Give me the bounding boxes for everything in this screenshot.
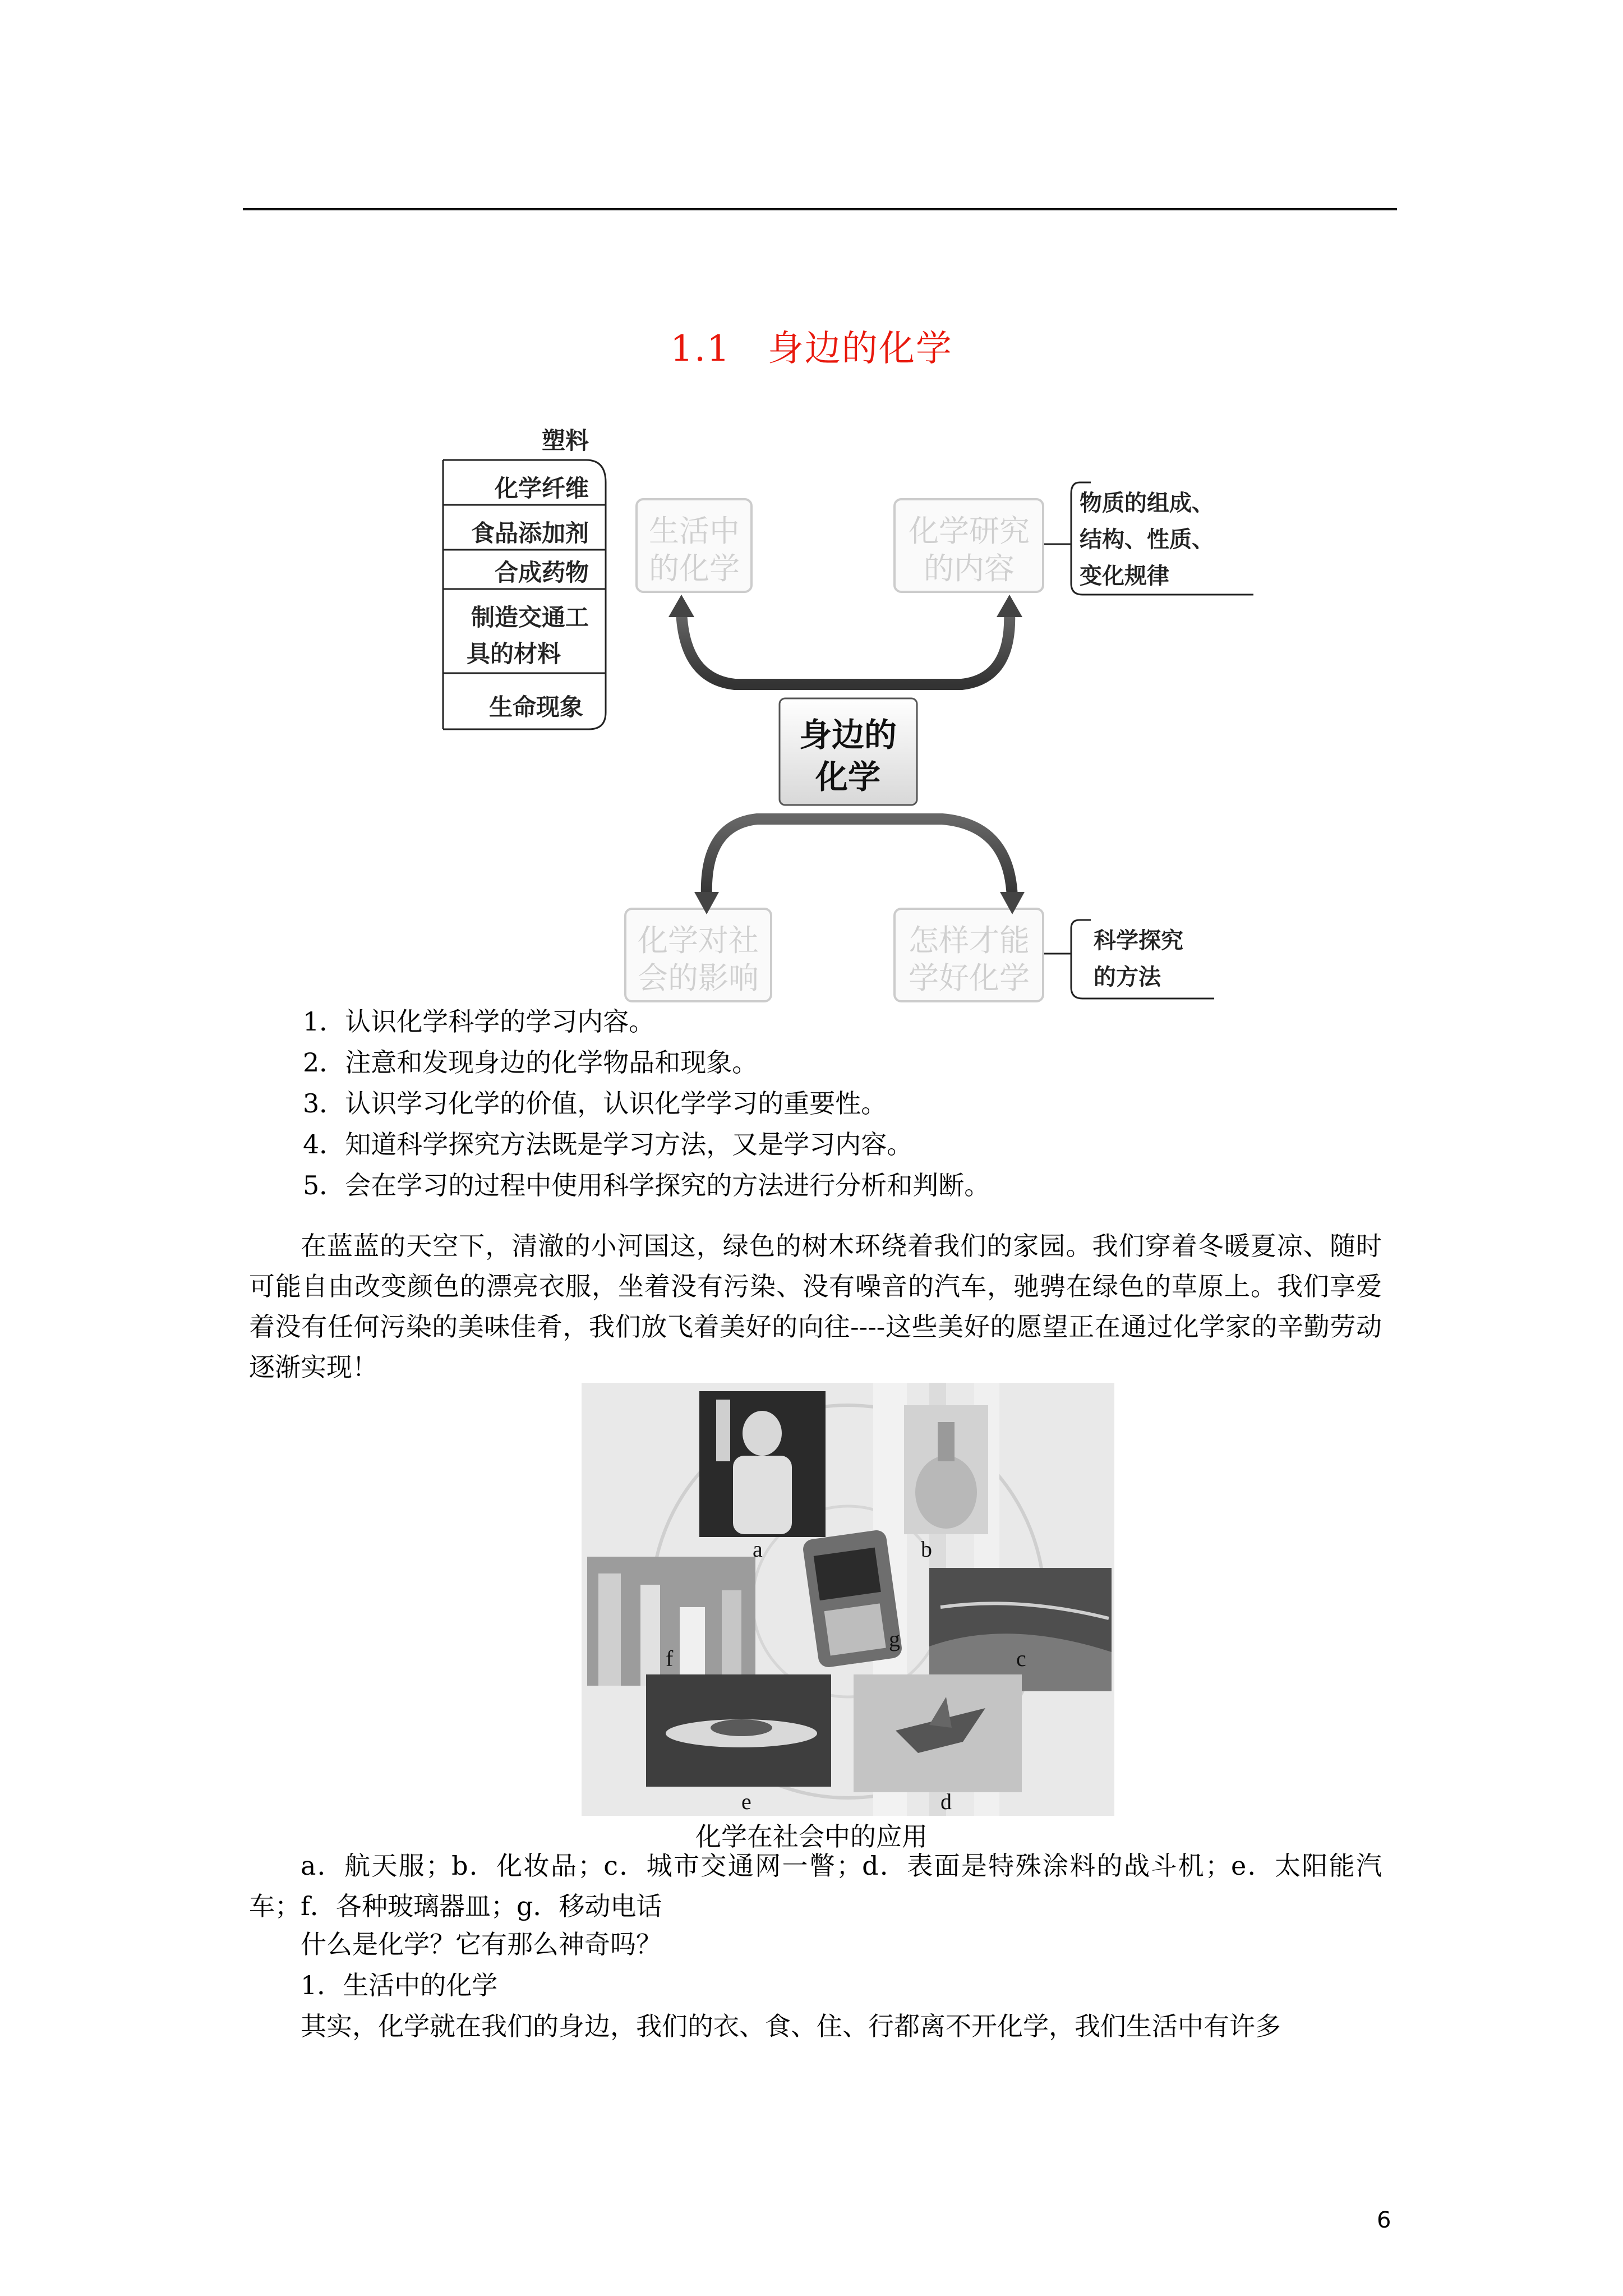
photo-solar-car [646,1674,831,1787]
objective-2: 2．注意和发现身边的化学物品和现象。 [303,1047,758,1078]
photo-fighter-jet [854,1674,1022,1792]
life-item-4: 制造交通工 [471,604,589,631]
center-l1: 身边的 [799,716,897,754]
photo-city [929,1568,1112,1691]
label-b: b [921,1536,932,1562]
photo-cosmetics [904,1405,988,1534]
label-e: e [741,1789,751,1814]
objective-3: 3．认识学习化学的价值，认识化学学习的重要性。 [303,1088,887,1119]
research-item-0: 物质的组成、 [1080,490,1214,516]
life-item-6: 生命现象 [488,693,583,721]
objective-4: 4．知道科学探究方法既是学习方法，又是学习内容。 [303,1129,913,1159]
figure-caption: 化学在社会中的应用 [695,1821,928,1852]
life-item-5: 具的材料 [466,640,561,668]
photo-spacesuit [699,1391,826,1537]
label-a: a [753,1536,763,1562]
life-item-1: 化学纤维 [494,475,589,502]
node-life-l1: 生活中 [649,513,740,549]
label-f: f [666,1646,674,1671]
objective-1: 1．认识化学科学的学习内容。 [303,1006,655,1037]
center-l2: 化学 [815,758,881,796]
section-text: 其实，化学就在我们的身边，我们的衣、食、住、行都离不开化学，我们生活中有许多 [301,2011,1281,2041]
page-title: 1.1 身边的化学 [670,328,953,370]
node-research-l1: 化学研究 [909,513,1030,549]
learn-item-0: 科学探究 [1094,928,1183,954]
node-society-l1: 化学对社 [638,923,759,958]
top-arc [681,611,1009,684]
section-heading: 1．生活中的化学 [301,1970,498,2000]
objective-5: 5．会在学习的过程中使用科学探究的方法进行分析和判断。 [303,1170,990,1200]
label-d: d [940,1789,952,1814]
figure-legend: a．航天服；b．化妆品；c．城市交通网一瞥；d．表面是特殊涂料的战斗机；e．太阳能汽车；f．各种玻璃器皿；g．移动电话 [249,1851,1382,1921]
learn-item-1: 的方法 [1094,964,1161,990]
node-life-l2: 的化学 [649,551,740,586]
bottom-arc [707,819,1012,898]
question-text: 什么是化学？它有那么神奇吗？ [301,1929,662,1959]
life-item-0: 塑料 [541,427,589,454]
life-item-3: 合成药物 [494,559,589,586]
page-number: 6 [1377,2207,1391,2233]
header-rule [243,208,1397,210]
node-learn-l2: 学好化学 [909,960,1030,996]
node-research-l2: 的内容 [924,551,1015,586]
label-c: c [1016,1646,1026,1671]
research-item-2: 变化规律 [1080,563,1169,589]
intro-paragraph: 在蓝蓝的天空下，清澈的小河国这，绿色的树木环绕着我们的家园。我们穿着冬暖夏凉、随时可能自由改变颜色的漂亮衣服，坐着没有污染、没有噪音的汽车，驰骋在绿色的草原上。我们享爱着没有任何污染的美味佳肴，我们放飞着美好的向往----这些美好的愿望正在通过化学家的辛勤劳动逐渐实现！ [249,1231,1382,1382]
node-society-l2: 会的影响 [638,960,759,996]
concept-map [426,415,1267,1010]
photo-phone [802,1529,903,1669]
life-item-2: 食品添加剂 [471,519,589,547]
application-collage [582,1383,1114,1816]
research-item-1: 结构、性质、 [1080,527,1214,553]
label-g: g [889,1626,900,1651]
node-learn-l1: 怎样才能 [909,923,1030,958]
